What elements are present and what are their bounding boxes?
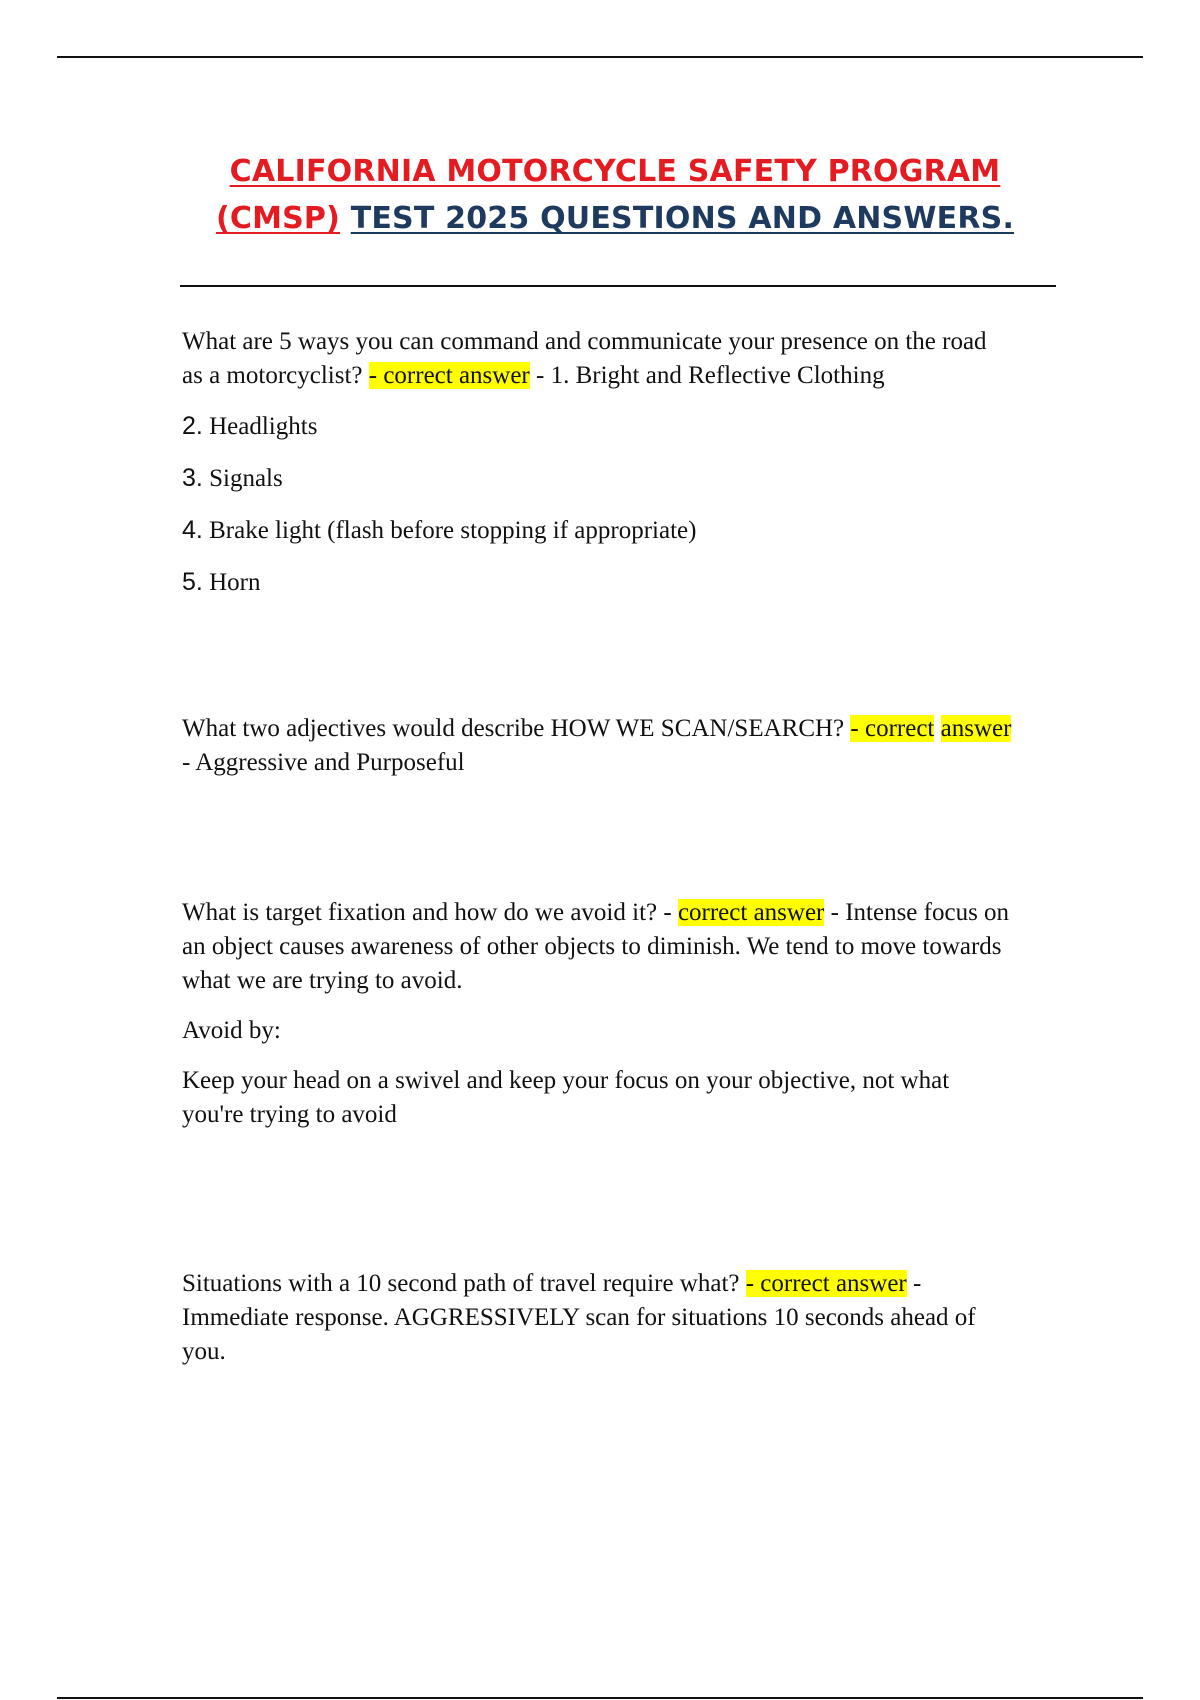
qa-block-3 [182,896,1012,1148]
title-line2-red: (CMSP) [215,201,341,236]
question-text: What is target fixation and how do we avoid it? - [182,899,672,926]
qa-block-1 [182,325,1012,617]
list-number: 3. [182,464,203,492]
answer-text: - 1. Bright and Reflective Clothing [536,362,885,389]
list-item [182,513,1012,548]
list-item [182,461,1012,496]
answer-text: - Aggressive and Purposeful [182,749,465,776]
list-number: 2. [182,412,203,440]
list-text: Horn [209,569,261,596]
qa-block-2 [182,712,1012,796]
list-text: Headlights [209,413,318,440]
answer-extra: Avoid by: [182,1017,281,1044]
qa-paragraph [182,896,1012,998]
list-number: 4. [182,516,203,544]
document-title [150,148,1080,242]
list-item [182,565,1012,600]
correct-answer-label: - correct answer [745,1270,907,1297]
qa-block-4 [182,1267,1012,1385]
qa-paragraph [182,712,1012,780]
question-text: What are 5 ways you can command and communicate your presence on the road as a motorcyclist? [182,328,987,389]
title-line2-blue: TEST 2025 QUESTIONS AND ANSWERS. [350,201,1015,236]
correct-answer-label: - correct answer [368,362,530,389]
qa-paragraph [182,325,1012,393]
list-number: 5. [182,568,203,596]
correct-answer-label: answer [940,715,1012,742]
title-line1: CALIFORNIA MOTORCYCLE SAFETY PROGRAM [229,154,1001,189]
answer-text: - Immediate response. AGGRESSIVELY scan for situations 10 seconds ahead of you. [182,1270,976,1365]
title-rule [180,285,1056,287]
list-text: Signals [209,465,283,492]
list-text: Brake light (flash before stopping if appropriate) [209,517,697,544]
correct-answer-label: correct answer [677,899,825,926]
top-rule [57,56,1143,58]
correct-answer-label: - correct [850,715,935,742]
answer-extra: Keep your head on a swivel and keep your focus on your objective, not what you're trying to avoid [182,1067,950,1128]
question-text: What two adjectives would describe HOW WE SCAN/SEARCH? [182,715,845,742]
list-item [182,409,1012,444]
question-text: Situations with a 10 second path of travel require what? [182,1270,740,1297]
bottom-rule [57,1697,1143,1699]
answer-text: - Intense focus on an object causes awareness of other objects to diminish. We tend to move towards what we are trying to avoid. [182,899,1010,994]
qa-paragraph [182,1267,1012,1369]
